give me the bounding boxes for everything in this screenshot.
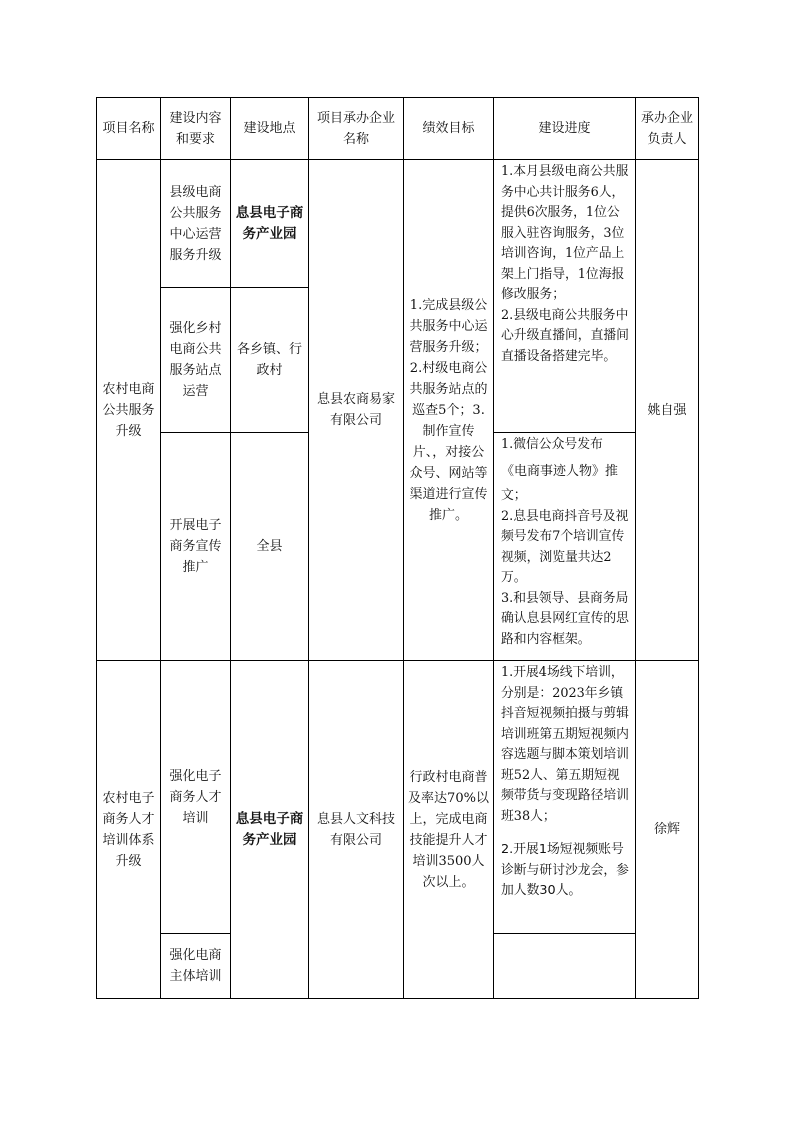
progress-cell [494,433,636,661]
company-cell: 息县人文科技有限公司 [309,661,404,999]
progress-item: 1.开展4场线下培训，分别是：2023年乡镇抖音短视频拍摄与剪辑培训班第五期短视频内容选题与脚本策划培训班52人、第五期短视频带货与变现路径培训班38人； [501,665,629,824]
project-name-cell: 农村电子商务人才培训体系升级 [97,661,161,999]
book-title-line: 《电商事迹人物》推 [501,463,619,479]
content-cell: 强化电商主体培训 [161,934,231,999]
progress-cell-empty [494,934,636,999]
progress-item: 1.本月县级电商公共服务中心共计服务6人，提供6次服务，1位公服入驻咨询服务，3位培训咨询，1位产品上架上门指导，1位海报修改服务； [501,164,629,302]
leader-cell: 徐辉 [636,661,699,999]
progress-item: 3.和县领导、县商务局确认息县网红宣传的思路和内容框架。 [501,590,629,647]
company-cell: 息县农商易家有限公司 [309,160,404,661]
content-cell: 县级电商公共服务中心运营服务升级 [161,160,231,288]
location-cell: 息县电子商务产业园 [231,160,309,288]
progress-item: 2.息县电商抖音号及视频号发布7个培训宣传视频，浏览量共达2万。 [501,508,629,585]
progress-item: 2.县级电商公共服务中心升级直播间，直播间直播设备搭建完毕。 [501,307,629,364]
header-target: 绩效目标 [404,98,494,160]
header-content: 建设内容和要求 [161,98,231,160]
content-cell: 开展电子商务宣传推广 [161,433,231,661]
progress-item: 文； [501,488,527,503]
location-cell: 各乡镇、行政村 [231,288,309,433]
progress-item: 1.微信公众号发布 [501,437,603,452]
content-cell: 强化电子商务人才培训 [161,661,231,934]
progress-item: 2.开展1场短视频账号诊断与研讨沙龙会，参加人数30人。 [501,842,629,898]
header-row [97,98,699,160]
location-cell: 息县电子商务产业园 [231,661,309,999]
header-company: 项目承办企业名称 [309,98,404,160]
header-project-name: 项目名称 [97,98,161,160]
target-cell: 行政村电商普及率达70%以上，完成电商技能提升人才培训3500人次以上。 [404,661,494,999]
table-row [97,661,699,934]
header-location: 建设地点 [231,98,309,160]
progress-cell [494,661,636,934]
project-name-cell: 农村电商公共服务升级 [97,160,161,661]
progress-cell [494,160,636,433]
table-row [97,160,699,288]
project-progress-table [96,97,699,999]
target-cell: 1.完成县级公共服务中心运营服务升级；2.村级电商公共服务站点的巡查5个；3.制作宣传片、，对接公众号、网站等渠道进行宣传推广。 [404,160,494,661]
header-leader: 承办企业负责人 [636,98,699,160]
header-progress: 建设进度 [494,98,636,160]
content-cell: 强化乡村电商公共服务站点运营 [161,288,231,433]
location-cell: 全县 [231,433,309,661]
leader-cell: 姚自强 [636,160,699,661]
